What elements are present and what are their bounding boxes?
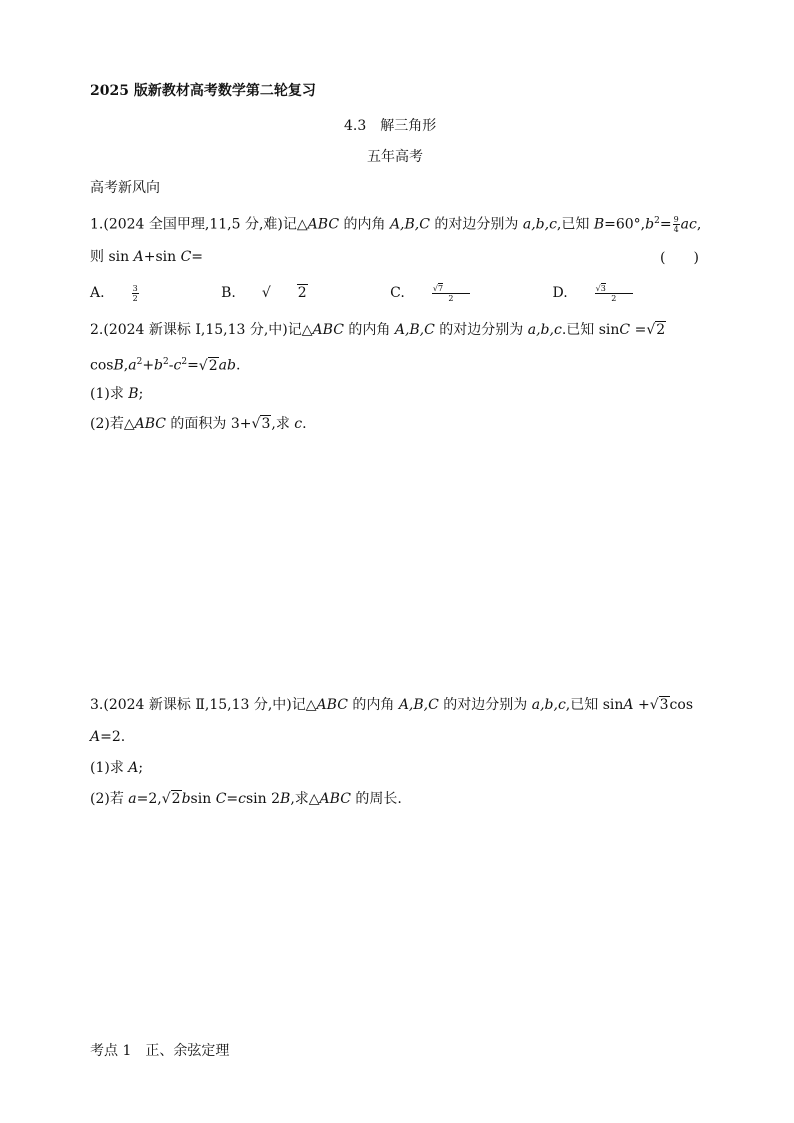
q2-text: - [168,357,174,374]
option-label: A. [90,285,105,301]
radicand: 2 [208,357,218,374]
radicand: 3 [261,416,271,432]
kaodian-heading: 考点 1 正、余弦定理 [90,1043,230,1059]
q3-text: 的周长. [350,791,402,807]
q2-exponent: 2 [163,357,169,367]
q1-text: b [645,216,655,233]
q2-text: B [128,386,139,402]
subsection-title: 五年高考 [367,149,423,165]
option-d [552,285,684,301]
q3-text: sin 2 [245,791,281,807]
option-label: C. [390,285,405,301]
q3-text: 3.(2024 新课标 Ⅱ,15,13 分,中)记△ [90,697,317,713]
sqrt-symbol: √3 [251,416,271,432]
q3-text: (2)若 [90,791,129,807]
q2-line2 [90,352,240,376]
q3-text: =2, [136,791,162,807]
q2-text: ; [138,386,144,402]
q2-text: . [235,357,241,374]
radicand: 2 [656,322,666,338]
q3-text: A [623,697,634,713]
q2-text: b [154,357,164,374]
q3-text: ABC [316,697,348,713]
fraction-denominator: 2 [448,293,454,303]
fraction-denominator: 4 [673,225,679,235]
q2-text: (1)求 [90,386,129,402]
q2-text: A,B,C [394,322,435,338]
q1-exponent: 2 [654,216,660,226]
q2-exponent: 2 [181,357,188,367]
option-fraction [432,284,496,303]
q1-fraction [673,215,680,234]
q2-text: ab [218,357,236,374]
q1-text: 1.(2024 全国甲理,11,5 分,难)记△ [90,216,308,233]
q2-text: ,求 [271,416,295,432]
q2-text: 的内角 [343,322,395,338]
q3-text: C [215,791,227,807]
q3-text: =2. [100,729,126,745]
q2-text: c [173,357,182,374]
option-label: B. [221,285,236,301]
q2-text: c [294,416,303,432]
q2-text: . [302,416,307,432]
q1-text: = [191,249,204,265]
q1-options [90,283,711,303]
q2-line1 [90,320,666,340]
q3-text: B [280,791,291,807]
q2-part1 [90,384,143,404]
fraction-numerator: 9 [673,215,679,225]
q3-text: cos [669,697,694,713]
q2-text: 2.(2024 新课标 Ⅰ,15,13 分,中)记△ [90,322,313,338]
q3-text: (1)求 [90,760,129,776]
q2-text: .已知 sin [561,322,620,338]
q3-text: a [128,791,137,807]
q1-text: ac [680,216,697,233]
option-fraction [132,284,165,303]
q2-text: a,b,c [527,322,562,338]
q2-text: + [142,357,155,374]
sqrt-symbol: √2 [198,357,218,374]
q1-text: A,B,C [389,216,430,233]
q2-text: = [630,322,647,338]
q2-exponent: 2 [136,357,143,367]
option-label: D. [552,285,568,301]
q1-text: 的内角 [339,216,390,233]
q2-text: ABC [134,416,166,432]
q3-text: a,b,c [531,697,566,713]
q2-text: a [128,357,137,374]
document-title: 2025 版新教材高考数学第二轮复习 [90,83,316,99]
q1-text: C [180,249,192,265]
radicand: 3 [600,283,606,293]
fraction-numerator: √3 [595,284,633,294]
radicand: 7 [437,283,444,293]
sqrt-symbol: √2 [161,791,181,807]
q3-text: A,B,C [398,697,439,713]
q2-text: , [123,357,129,374]
q1-text: ,已知 [556,216,594,233]
q2-text: ABC [312,322,344,338]
option-fraction [595,284,659,303]
q3-text: A [128,760,139,776]
option-c [390,285,522,301]
q1-text: 的对边分别为 [429,216,523,233]
q1-text: a,b,c [522,216,557,233]
sqrt-symbol: √ 2 [261,285,307,301]
q3-line1 [90,695,693,715]
q3-text: c [238,791,246,807]
q1-text: 则 sin [90,249,134,265]
fraction-numerator: 3 [132,283,138,293]
q3-text: + [633,697,650,713]
radicand: 2 [297,285,307,301]
q2-text: cos [90,357,114,374]
q1-text: , [696,216,702,233]
q1-text: B [593,216,605,233]
q3-text: ; [138,760,144,776]
category-heading: 高考新风向 [90,180,160,196]
answer-parentheses: ( ) [660,250,699,266]
q2-text: (2)若△ [90,416,135,432]
q3-text: ,已知 sin [565,697,624,713]
sqrt-symbol: √3 [649,697,669,713]
q1-text: ABC [307,216,340,233]
q3-text: = [226,791,239,807]
q2-part2 [90,414,307,434]
q1-line2 [90,247,203,267]
q2-text: 的对边分别为 [434,322,528,338]
option-a [90,285,191,301]
option-b [221,285,360,301]
q1-text: = [659,216,672,233]
radicand: 2 [171,791,181,807]
q3-part1 [90,758,143,778]
q3-text: 的内角 [347,697,399,713]
q1-text: =60°, [604,216,646,233]
q3-text: ,求△ [290,791,320,807]
q3-text: b [181,791,191,807]
fraction-denominator: 2 [611,293,617,303]
q3-text: ABC [319,791,351,807]
q3-text: sin [190,791,216,807]
q3-text: A [90,729,101,745]
fraction-denominator: 2 [132,293,138,303]
q1-text: +sin [143,249,181,265]
q2-text: 的面积为 3+ [165,416,252,432]
q3-text: 的对边分别为 [438,697,532,713]
q1-text: A [133,249,144,265]
q2-text: = [187,357,199,374]
radicand: 3 [659,697,669,713]
q3-part2 [90,789,402,809]
q3-line2 [90,727,125,747]
q2-text: B [113,357,124,374]
sqrt-symbol: √2 [646,322,666,338]
section-title: 4.3 解三角形 [344,118,437,134]
q2-text: C [619,322,631,338]
fraction-numerator: √7 [432,284,470,294]
q1-line1 [90,211,701,235]
